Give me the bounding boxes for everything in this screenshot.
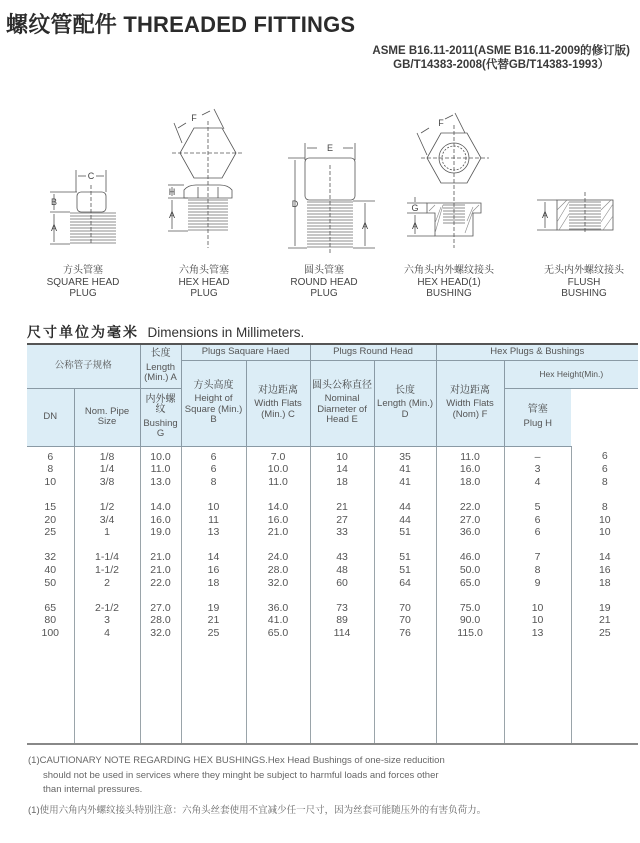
table-cell: 3/4: [74, 514, 140, 527]
table-cell: 22.0: [140, 577, 181, 590]
dim-label-e: E: [326, 143, 334, 153]
table-cell: 19: [181, 602, 246, 615]
table-cell: 16.0: [436, 463, 504, 476]
table-cell: 1/2: [74, 501, 140, 514]
header-col-b: 方头高度 Height of Square (Min.) B: [181, 360, 246, 446]
caption-hex-head-plug: 六角头管塞 HEX HEAD PLUG: [178, 265, 230, 299]
header-plugs-round-head: Plugs Round Head: [310, 344, 436, 360]
table-cell: 1-1/2: [74, 564, 140, 577]
table-cell: 1/4: [74, 463, 140, 476]
header-col-nps: Nom. Pipe Size: [74, 388, 140, 446]
table-cell: 8: [181, 476, 246, 489]
square-head-plug-diagram: [40, 165, 130, 245]
table-cell: 14: [181, 551, 246, 564]
table-cell: 64: [374, 577, 436, 590]
dim-label-a: A: [411, 221, 419, 231]
table-cell: 44: [374, 501, 436, 514]
table-cell: 13: [504, 627, 571, 640]
table-cell: 21: [571, 614, 638, 627]
dimensions-table: [27, 343, 638, 745]
page-title: [6, 8, 355, 39]
table-cell: 89: [310, 614, 374, 627]
table-cell: 36.0: [436, 526, 504, 539]
table-cell: 70: [374, 602, 436, 615]
table-cell: 16: [181, 564, 246, 577]
footnotes: [28, 754, 486, 818]
header-hex-height: Hex Height(Min.): [504, 360, 638, 388]
table-cell: 21: [310, 501, 374, 514]
note-en-line-3: than internal pressures.: [43, 784, 143, 795]
table-cell: 9: [504, 577, 571, 590]
table-cell: 18: [181, 577, 246, 590]
table-cell: 8: [27, 463, 74, 476]
table-cell: 19.0: [140, 526, 181, 539]
table-cell: 8: [571, 501, 638, 514]
table-cell: 70: [374, 614, 436, 627]
dim-label-a: A: [361, 221, 369, 231]
table-cell: 24.0: [246, 551, 310, 564]
header-col-c: 对边距离 Width Flats (Min.) C: [246, 360, 310, 446]
dim-label-b: B: [50, 197, 58, 207]
dim-label-g: G: [411, 203, 419, 213]
dim-label-c: C: [87, 171, 95, 181]
table-cell: 10.0: [140, 446, 181, 463]
table-cell: 18: [310, 476, 374, 489]
table-cell: 11.0: [246, 476, 310, 489]
table-cell: 13: [181, 526, 246, 539]
table-cell: 75.0: [436, 602, 504, 615]
table-cell: 50: [27, 577, 74, 590]
table-cell: 32.0: [140, 627, 181, 640]
table-cell: 41.0: [246, 614, 310, 627]
table-cell: 14.0: [246, 501, 310, 514]
table-cell: 28.0: [246, 564, 310, 577]
header-col-d: 长度 Length (Min.) D: [374, 360, 436, 446]
table-row: [27, 602, 638, 615]
table-cell: 6: [571, 463, 638, 476]
table-cell: 25: [27, 526, 74, 539]
dimensions-heading-en: Dimensions in Millimeters.: [147, 325, 305, 340]
table-cell: 35: [374, 446, 436, 463]
table-row: [27, 463, 638, 476]
round-head-plug-diagram: [285, 140, 375, 255]
table-cell: 4: [504, 476, 571, 489]
standard-gb: GB/T14383-2008(代替GB/T14383-1993）: [393, 59, 610, 71]
standard-asme: ASME B16.11-2011(ASME B16.11-2009的修订版): [372, 45, 630, 57]
note-zh: (1)使用六角内外螺纹接头特别注意：六角头丝套使用不宜减少任一尺寸，因为丝套可能随压外的有害负荷力。: [28, 804, 487, 816]
caption-hex-head-bushing: 六角头内外螺纹接头 HEX HEAD(1) BUSHING: [404, 265, 494, 299]
header-hex-plugs-bushings: Hex Plugs & Bushings: [436, 344, 638, 360]
table-body: [27, 446, 638, 744]
table-cell: 18: [571, 577, 638, 590]
table-cell: 25: [571, 627, 638, 640]
dim-label-a: A: [168, 210, 176, 220]
table-cell: 19: [571, 602, 638, 615]
table-cell: 5: [504, 501, 571, 514]
table-row: [27, 564, 638, 577]
dim-label-f: F: [438, 118, 444, 128]
table-cell: 8: [504, 564, 571, 577]
caption-flush-bushing: 无头内外螺纹接头 FLUSH BUSHING: [544, 265, 624, 299]
table-row: [27, 476, 638, 489]
table-cell: 6: [181, 446, 246, 463]
header-col-g: 内外螺纹 Bushing G: [140, 388, 181, 446]
table-cell: 43: [310, 551, 374, 564]
table-cell: 65.0: [246, 627, 310, 640]
header-col-f: 对边距离 Width Flats (Nom) F: [436, 360, 504, 446]
table-cell: 90.0: [436, 614, 504, 627]
table-cell: 32: [27, 551, 74, 564]
dim-label-a: A: [541, 210, 549, 220]
table-cell: 46.0: [436, 551, 504, 564]
table-cell: 50.0: [436, 564, 504, 577]
table-cell: 6: [504, 526, 571, 539]
table-cell: 27: [310, 514, 374, 527]
table-cell: 10: [504, 602, 571, 615]
table-cell: 51: [374, 526, 436, 539]
table-cell: 21: [181, 614, 246, 627]
table-cell: 33: [310, 526, 374, 539]
standards-reference: [372, 44, 630, 72]
table-row: [27, 514, 638, 527]
table-cell: 3: [504, 463, 571, 476]
table-cell: 1/8: [74, 446, 140, 463]
table-cell: 14: [310, 463, 374, 476]
table-cell: 22.0: [436, 501, 504, 514]
table-row: [27, 614, 638, 627]
table-cell: 41: [374, 463, 436, 476]
table-cell: 27.0: [436, 514, 504, 527]
table-cell: 7: [504, 551, 571, 564]
dim-label-f: F: [191, 113, 197, 123]
table-cell: 36.0: [246, 602, 310, 615]
table-cell: 6: [504, 514, 571, 527]
table-cell: 21.0: [140, 564, 181, 577]
table-cell: 114: [310, 627, 374, 640]
table-cell: 65.0: [436, 577, 504, 590]
table-row: [27, 501, 638, 514]
table-cell: 16: [571, 564, 638, 577]
table-cell: 11: [181, 514, 246, 527]
header-nominal-size: 公称管子规格: [27, 344, 140, 388]
table-cell: 6: [27, 446, 74, 463]
table-cell: 10: [181, 501, 246, 514]
table-cell: 100: [27, 627, 74, 640]
caption-square-head-plug: 方头管塞 SQUARE HEAD PLUG: [46, 265, 120, 299]
table-cell: 18.0: [436, 476, 504, 489]
table-row: [27, 446, 638, 463]
table-cell: 21.0: [140, 551, 181, 564]
dim-label-h: H: [168, 187, 176, 197]
header-length-zh: 长度 Length (Min.) A: [140, 344, 181, 388]
header-col-h: 管塞 Plug H: [504, 388, 571, 446]
table-cell: 14: [571, 551, 638, 564]
table-cell: 40: [27, 564, 74, 577]
table-cell: 16.0: [246, 514, 310, 527]
table-cell: 41: [374, 476, 436, 489]
table-cell: 10: [571, 514, 638, 527]
table-cell: 51: [374, 564, 436, 577]
hex-head-bushing-diagram: [405, 103, 505, 248]
dim-label-a: A: [50, 223, 58, 233]
header-col-dn: DN: [27, 388, 74, 446]
table-cell: 15: [27, 501, 74, 514]
table-row: [27, 577, 638, 590]
table-cell: 76: [374, 627, 436, 640]
caption-round-head-plug: 圆头管塞 ROUND HEAD PLUG: [290, 265, 358, 299]
table-cell: 14.0: [140, 501, 181, 514]
table-cell: 10: [310, 446, 374, 463]
table-cell: 6: [181, 463, 246, 476]
table-cell: 73: [310, 602, 374, 615]
note-en-line-2: should not be used in services where they minght be subject to harmful loads and forces other: [43, 769, 439, 781]
table-cell: 115.0: [436, 627, 504, 640]
title-en: THREADED FITTINGS: [123, 12, 356, 37]
header-col-e: 圆头公称直径 Nominal Diarneter of Head E: [310, 360, 374, 446]
table-cell: 1-1/4: [74, 551, 140, 564]
table-cell: 6: [571, 446, 638, 463]
table-cell: 32.0: [246, 577, 310, 590]
table-cell: 28.0: [140, 614, 181, 627]
table-cell: –: [504, 446, 571, 463]
table-cell: 25: [181, 627, 246, 640]
dim-label-d: D: [291, 199, 299, 209]
table-cell: 1: [74, 526, 140, 539]
table-cell: 2-1/2: [74, 602, 140, 615]
dimensions-heading-zh: 尺寸单位为毫米: [27, 324, 139, 340]
note-en-line-1: (1)CAUTIONARY NOTE REGARDING HEX BUSHINGS.Hex Head Bushings of one-size reducition: [28, 755, 445, 766]
header-plugs-square-head: Plugs Saquare Haed: [181, 344, 310, 360]
table-row: [27, 526, 638, 539]
table-cell: 10: [27, 476, 74, 489]
table-row: [27, 627, 638, 640]
title-zh: 螺纹管配件: [6, 12, 118, 37]
table-cell: 10: [571, 526, 638, 539]
table-cell: 27.0: [140, 602, 181, 615]
table-cell: 8: [571, 476, 638, 489]
table-cell: 16.0: [140, 514, 181, 527]
table-cell: 11.0: [140, 463, 181, 476]
table-cell: 48: [310, 564, 374, 577]
hex-head-plug-diagram: [158, 103, 258, 248]
table-cell: 80: [27, 614, 74, 627]
flush-bushing-diagram: [535, 190, 635, 240]
table-cell: 3: [74, 614, 140, 627]
table-cell: 44: [374, 514, 436, 527]
table-cell: 10.0: [246, 463, 310, 476]
table-cell: 7.0: [246, 446, 310, 463]
table-cell: 4: [74, 627, 140, 640]
table-cell: 2: [74, 577, 140, 590]
table-cell: 13.0: [140, 476, 181, 489]
table-cell: 51: [374, 551, 436, 564]
table-cell: 20: [27, 514, 74, 527]
table-cell: 65: [27, 602, 74, 615]
table-cell: 11.0: [436, 446, 504, 463]
table-cell: 3/8: [74, 476, 140, 489]
table-cell: 21.0: [246, 526, 310, 539]
table-cell: 10: [504, 614, 571, 627]
table-row: [27, 551, 638, 564]
table-cell: 60: [310, 577, 374, 590]
dimensions-heading: [27, 322, 304, 342]
